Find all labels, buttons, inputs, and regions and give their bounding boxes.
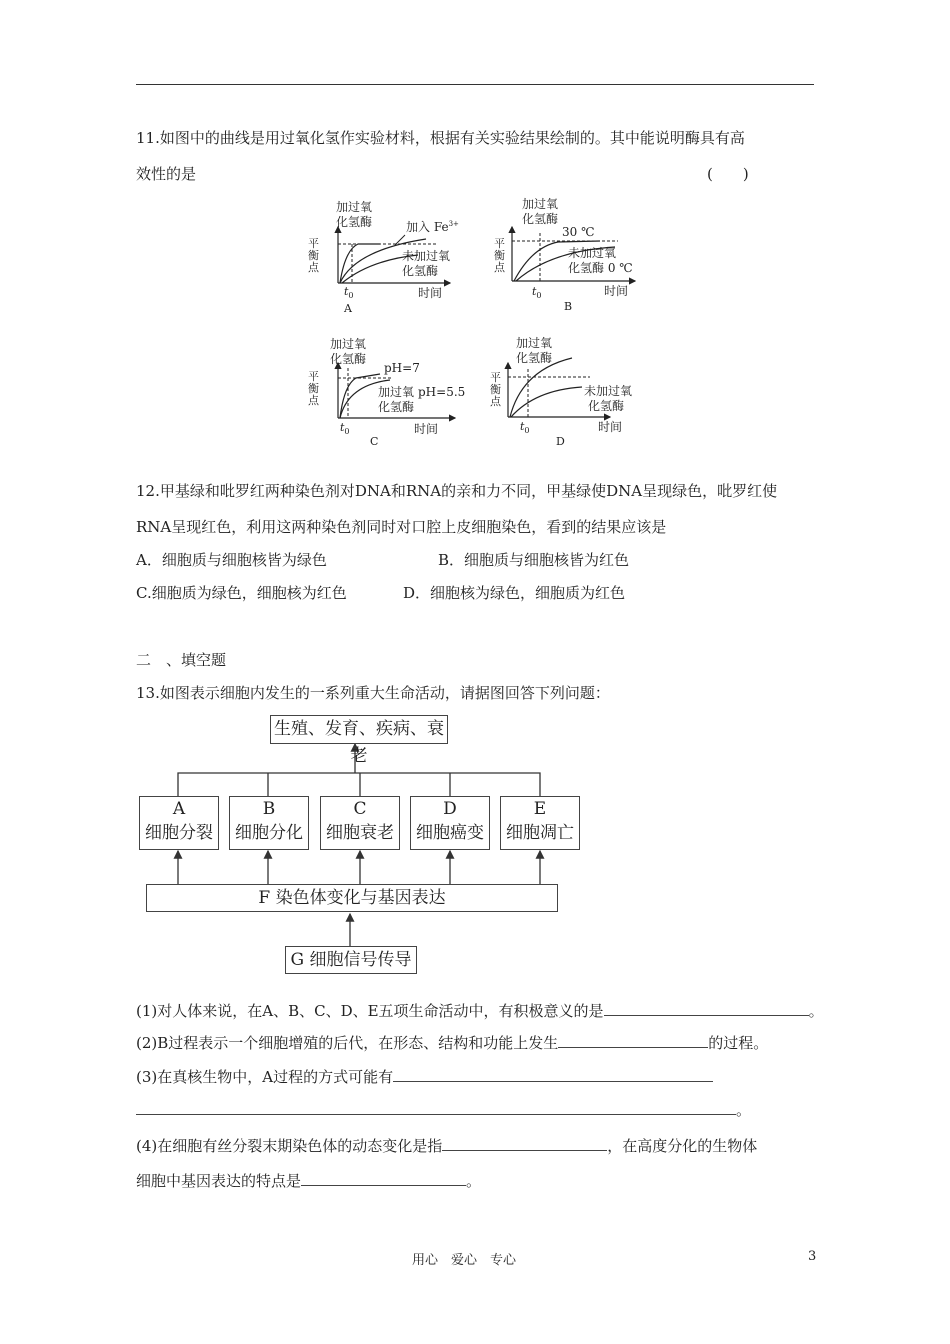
graph-a-label2-text: 加入 Fe [406,220,449,234]
q13-part3-end: 。 [736,1101,752,1119]
q13-part1-blank[interactable] [604,1001,809,1016]
graph-d-label3b: 化氢酶 [588,399,625,413]
graph-c-xlabel: 时间 [414,422,439,436]
graph-b-ylabel-2: 衡 [494,249,505,262]
graph-c-letter: C [370,435,379,448]
footer-slogan: 用心 爱心 专心 [412,1253,517,1268]
q12-option-d: D．细胞核为绿色，细胞质为红色 [403,584,626,602]
q13-part4-mid: ，在高度分化的生物体 [607,1137,758,1155]
q13-part4-text2: 细胞中基因表达的特点是 [136,1172,302,1190]
q13-part4-text: (4)在细胞有丝分裂末期染色体的动态变化是指 [136,1137,443,1155]
q13-part1-end: 。 [808,1002,824,1020]
diagram-box-a [139,796,219,850]
diagram-f-box [146,884,558,912]
diagram-box-e [500,796,580,850]
graph-d-label1b: 化氢酶 [516,351,553,365]
q13-part3-line2 [136,1100,751,1120]
graph-d-xlabel: 时间 [598,420,623,434]
graph-a-xlabel: 时间 [418,286,443,300]
graph-d-ylabel-2: 衡 [490,383,501,396]
graph-b-t0-sub: 0 [536,291,542,300]
graph-c-ylabel-3: 点 [308,394,319,407]
diagram-f-label: F 染色体变化与基因表达 [258,888,446,908]
q11-line2: 效性的是 [136,165,197,183]
graph-c-label1a: 加过氧 [330,337,367,351]
diagram-box-e-letter: E [533,799,547,819]
q13-part2-end: 的过程。 [708,1034,769,1052]
diagram-box-c [320,796,400,850]
q13-part4 [136,1136,757,1156]
q12-line2: RNA呈现红色，利用这两种染色剂同时对口腔上皮细胞染色，看到的结果应该是 [136,518,667,536]
graph-a-label1a: 加过氧 [336,200,373,214]
graph-d-ylabel-1: 平 [490,371,501,384]
graph-d-ylabel-3: 点 [490,395,501,408]
diagram-top-label: 生殖、发育、疾病、衰老 [274,719,444,766]
graph-c-t0-sub: 0 [344,427,350,436]
q13-part2 [136,1033,768,1053]
graph-a-label1b: 化氢酶 [336,215,373,229]
q13-part2-blank[interactable] [558,1033,708,1048]
diagram-box-a-label: 细胞分裂 [145,823,213,843]
diagram-box-c-letter: C [353,799,367,819]
graph-b-label1b: 化氢酶 [522,212,559,226]
graph-a-label3a: 未加过氧 [402,249,451,263]
graph-c-t0-t: t [340,421,345,434]
graph-c-label3b: 化氢酶 [378,400,415,414]
graph-b-label1a: 加过氧 [522,197,559,211]
graph-a-label2-sup: 3+ [448,220,459,228]
graph-a-t0-sub: 0 [348,291,354,300]
graph-a-ylabel-3: 点 [308,261,319,274]
graph-a-label3b: 化氢酶 [402,264,439,278]
q13-part3 [136,1067,713,1087]
graph-d-t0-sub: 0 [524,426,530,435]
diagram-g-box [285,946,417,974]
diagram-box-b-label: 细胞分化 [235,823,303,843]
q13-part1-text: (1)对人体来说，在A、B、C、D、E五项生命活动中，有积极意义的是 [136,1002,604,1020]
graph-b-label3b: 化氢酶 0 ℃ [568,261,633,275]
q13-part3-text: (3)在真核生物中，A过程的方式可能有 [136,1068,394,1086]
graph-b-ylabel-3: 点 [494,261,505,274]
graph-d-t0-t: t [520,420,525,433]
graph-b-t0-t: t [532,285,537,298]
graph-c-ylabel-1: 平 [308,370,319,383]
diagram-box-c-label: 细胞衰老 [326,823,394,843]
graph-d-letter: D [556,435,565,448]
q13-part4-blank1[interactable] [442,1136,607,1151]
diagram-top-box [270,715,448,766]
page-number: 3 [808,1249,817,1264]
q13-part1 [136,1001,824,1021]
q12-option-b: B．细胞质与细胞核皆为红色 [438,551,630,569]
graph-c-label3a: 加过氧 [378,385,415,399]
q13-part4-blank2[interactable] [301,1171,466,1186]
graph-a-ylabel-2: 衡 [308,249,319,262]
q12-option-a: A．细胞质与细胞核皆为绿色 [136,551,327,569]
diagram-box-a-letter: A [172,799,186,819]
graph-c-label2: pH=7 [384,361,420,375]
q13-part3-blank1[interactable] [393,1067,713,1082]
diagram-box-d [410,796,490,850]
graph-c-label1b: 化氢酶 [330,352,367,366]
graph-b-letter: B [564,300,573,313]
q12-option-c: C.细胞质为绿色，细胞核为红色 [136,584,347,602]
diagram-box-d-letter: D [443,799,457,819]
graph-a-ylabel-1: 平 [308,237,319,250]
q13-part2-text: (2)B过程表示一个细胞增殖的后代，在形态、结构和功能上发生 [136,1034,559,1052]
diagram-box-d-label: 细胞癌变 [416,823,484,843]
graph-d-label1a: 加过氧 [516,336,553,350]
section-fill-in-title: 二 、填空题 [136,651,227,669]
diagram-box-b-letter: B [262,799,276,819]
q13-part4-line2 [136,1171,481,1191]
graph-a-t0-t: t [344,285,349,298]
diagram-box-b [229,796,309,850]
q12-line1: 12.甲基绿和吡罗红两种染色剂对DNA和RNA的亲和力不同，甲基绿使DNA呈现绿色，吡罗红使 [136,482,778,500]
q13-part4-end: 。 [466,1172,482,1190]
diagram-box-e-label: 细胞凋亡 [506,823,574,843]
graph-b-ylabel-1: 平 [494,237,505,250]
graph-c-label4: pH=5.5 [418,385,466,399]
q13-stem: 13.如图表示细胞内发生的一系列重大生命活动，请据图回答下列问题： [136,684,610,702]
graph-d-label3a: 未加过氧 [584,384,633,398]
graph-b-label2: 30 ℃ [562,225,595,239]
graph-b-label3a: 未加过氧 [568,246,617,260]
q13-part3-blank2[interactable] [136,1100,736,1115]
graph-a-letter: A [344,302,352,315]
graph-c-ylabel-2: 衡 [308,382,319,395]
q11-line1: 11.如图中的曲线是用过氧化氢作实验材料，根据有关实验结果绘制的。其中能说明酶具有高 [136,129,745,147]
graph-b-xlabel: 时间 [604,284,629,298]
diagram-g-label: G 细胞信号传导 [290,950,412,970]
q11-answer-paren: ( ) [707,165,749,183]
